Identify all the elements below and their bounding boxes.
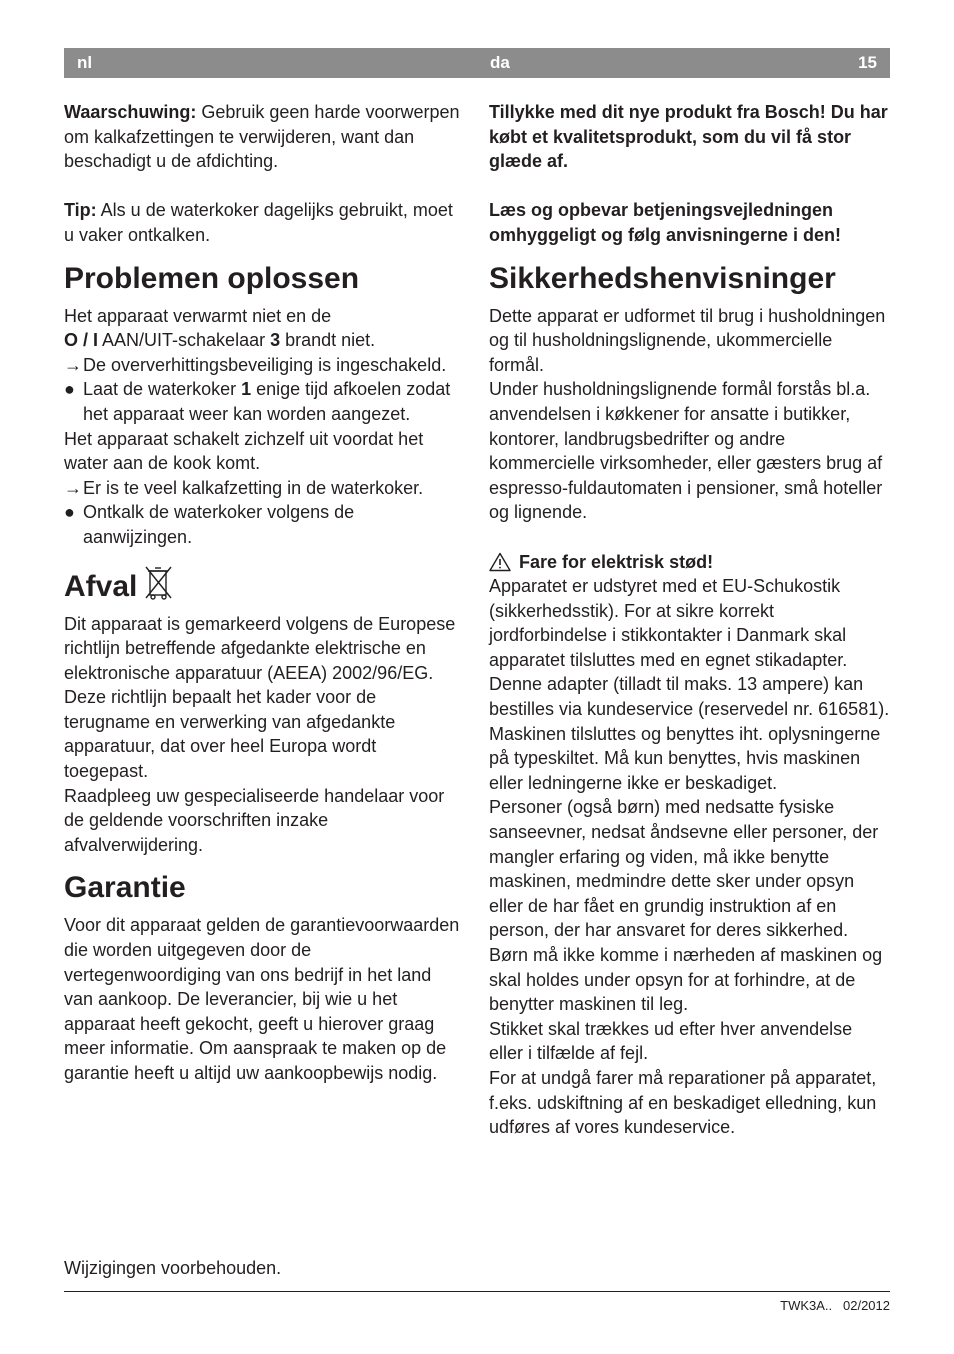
cause2-item: → Er is te veel kalkafzetting in de waterkoker. (64, 476, 464, 501)
warning-heading: Fare for elektrisk stød! (489, 550, 891, 575)
header-lang-center: da (490, 53, 510, 72)
safety-paragraph-3: Apparatet er udstyret med et EU-Schukostik (sikkerhedsstik). For at sikre korrekt jordforbindelse i stikkontakter i Danmark skal apparatet tilsluttes med en egnet stikadapter. Denne adapter (tilladt til maks. 13 ampere) kan bestilles via kundeservice (reservedel nr. 616581). (489, 576, 890, 720)
heading-sikkerhed: Sikkerhedshenvisninger (489, 261, 836, 295)
safety-paragraph-6: Børn må ikke komme i nærheden af maskinen og skal holdes under opsyn for at forhindre, at de benytter maskinen til leg. (489, 945, 883, 1015)
footer-info (780, 1298, 890, 1313)
bullet-dot-icon: ● (64, 502, 75, 523)
afval-paragraph-1: Dit apparaat is gemarkeerd volgens de Europese richtlijn betreffende afgedankte elektrische en elektronische apparatuur (AEEA) 2002/96/EG. Deze richtlijn bepaalt het kader voor de terugname en verwerking van afgedankte apparatuur, dat over heel Europa wordt toegepast. (64, 613, 456, 782)
heading-afval: Afval (64, 550, 464, 612)
intro-paragraph-1: Tillykke med dit nye produkt fra Bosch! Du har købt et kvalitetsprodukt, som du vil få stor glæde af. (489, 102, 888, 172)
wijzigingen-text: Wijzigingen voorbehouden. (64, 1258, 282, 1278)
footer-rule (64, 1291, 890, 1292)
footer-date: 02/2012 (843, 1298, 890, 1313)
safety-paragraph-2: Under husholdningslignende formål forstås bl.a. anvendelsen i køkkener for ansatte i butikker, kontorer, landbrugsbedrifter og andre kommercielle virksomheder, eller gæsters brug af espresso-fuldautomaten i pensioner, små hoteller og lignende. (489, 379, 883, 523)
safety-paragraph-1: Dette apparat er udformet til brug i husholdningen og til husholdningslignende, ukommercielle formål. (489, 305, 886, 375)
footer-model: TWK3A.. (780, 1298, 833, 1313)
intro-paragraph-2: Læs og opbevar betjeningsvejledningen omhyggeligt og følg anvisningerne i den! (489, 200, 842, 245)
safety-paragraph-5: Personer (også børn) med nedsatte fysiske sanseevner, nedsat åndsevne eller personer, der mangler erfaring og viden, må ikke benytte maskinen, medmindre dette sker under opsyn eller de har fået en grundig instruktion af en person, der har ansvaret for deres sikkerhed. (489, 797, 879, 941)
tip-paragraph: Tip: Als u de waterkoker dagelijks gebruikt, moet u vaker ontkalken. (64, 200, 453, 245)
arrow-icon: → (64, 477, 82, 498)
problem2-text: Het apparaat schakelt zichzelf uit voordat het water aan de kook komt. (64, 428, 424, 474)
garantie-paragraph: Voor dit apparaat gelden de garantievoorwaarden die worden uitgegeven door de vertegenwoordiging van ons bedrijf in het land van aankoop. De leverancier, bij wie u het apparaat heeft gekocht, geeft u hierover graag meer informatie. Om aanspraak te maken op de garantie heeft u altijd uw aankoopbewijs nodig. (64, 915, 460, 1083)
problem1-text: Het apparaat verwarmt niet en de O / I AAN/UIT-schakelaar 3 brandt niet. (64, 305, 376, 351)
warning-triangle-icon (489, 552, 511, 572)
header-bar (64, 48, 890, 78)
left-column (64, 100, 464, 1086)
header-lang-left: nl (77, 53, 93, 72)
right-column (489, 100, 891, 1140)
warning-paragraph: Waarschuwing: Gebruik geen harde voorwerpen om kalkafzettingen te verwijderen, want dan beschadigt u de afdichting. (64, 102, 460, 172)
arrow-icon: → (64, 354, 82, 375)
afval-paragraph-2: Raadpleeg uw gespecialiseerde handelaar voor de geldende voorschriften inzake afvalverwijdering. (64, 785, 445, 855)
cause1-item: → De oververhittingsbeveiliging is ingeschakeld. (64, 353, 464, 378)
safety-paragraph-8: For at undgå farer må reparationer på apparatet, f.eks. udskiftning af en beskadiget elledning, kun udføres af vores kundeservice. (489, 1067, 877, 1138)
crossed-out-bin-icon (141, 564, 177, 602)
safety-paragraph-4: Maskinen tilsluttes og benyttes iht. oplysningerne på typeskiltet. Må kun benyttes, hvis maskinen eller ledningerne ikke er beskadiget. (489, 723, 881, 793)
safety-paragraph-7: Stikket skal trækkes ud efter hver anvendelse eller i tilfælde af fejl. (489, 1018, 853, 1064)
page-number: 15 (858, 53, 877, 72)
fix2-item: ● Ontkalk de waterkoker volgens de aanwijzingen. (64, 502, 355, 547)
bullet-dot-icon: ● (64, 379, 75, 400)
heading-problemen: Problemen oplossen (64, 261, 360, 295)
fix1-item: ● Laat de waterkoker 1 enige tijd afkoelen zodat het apparaat weer kan worden aangezet. (64, 379, 451, 424)
heading-garantie: Garantie (64, 871, 186, 905)
